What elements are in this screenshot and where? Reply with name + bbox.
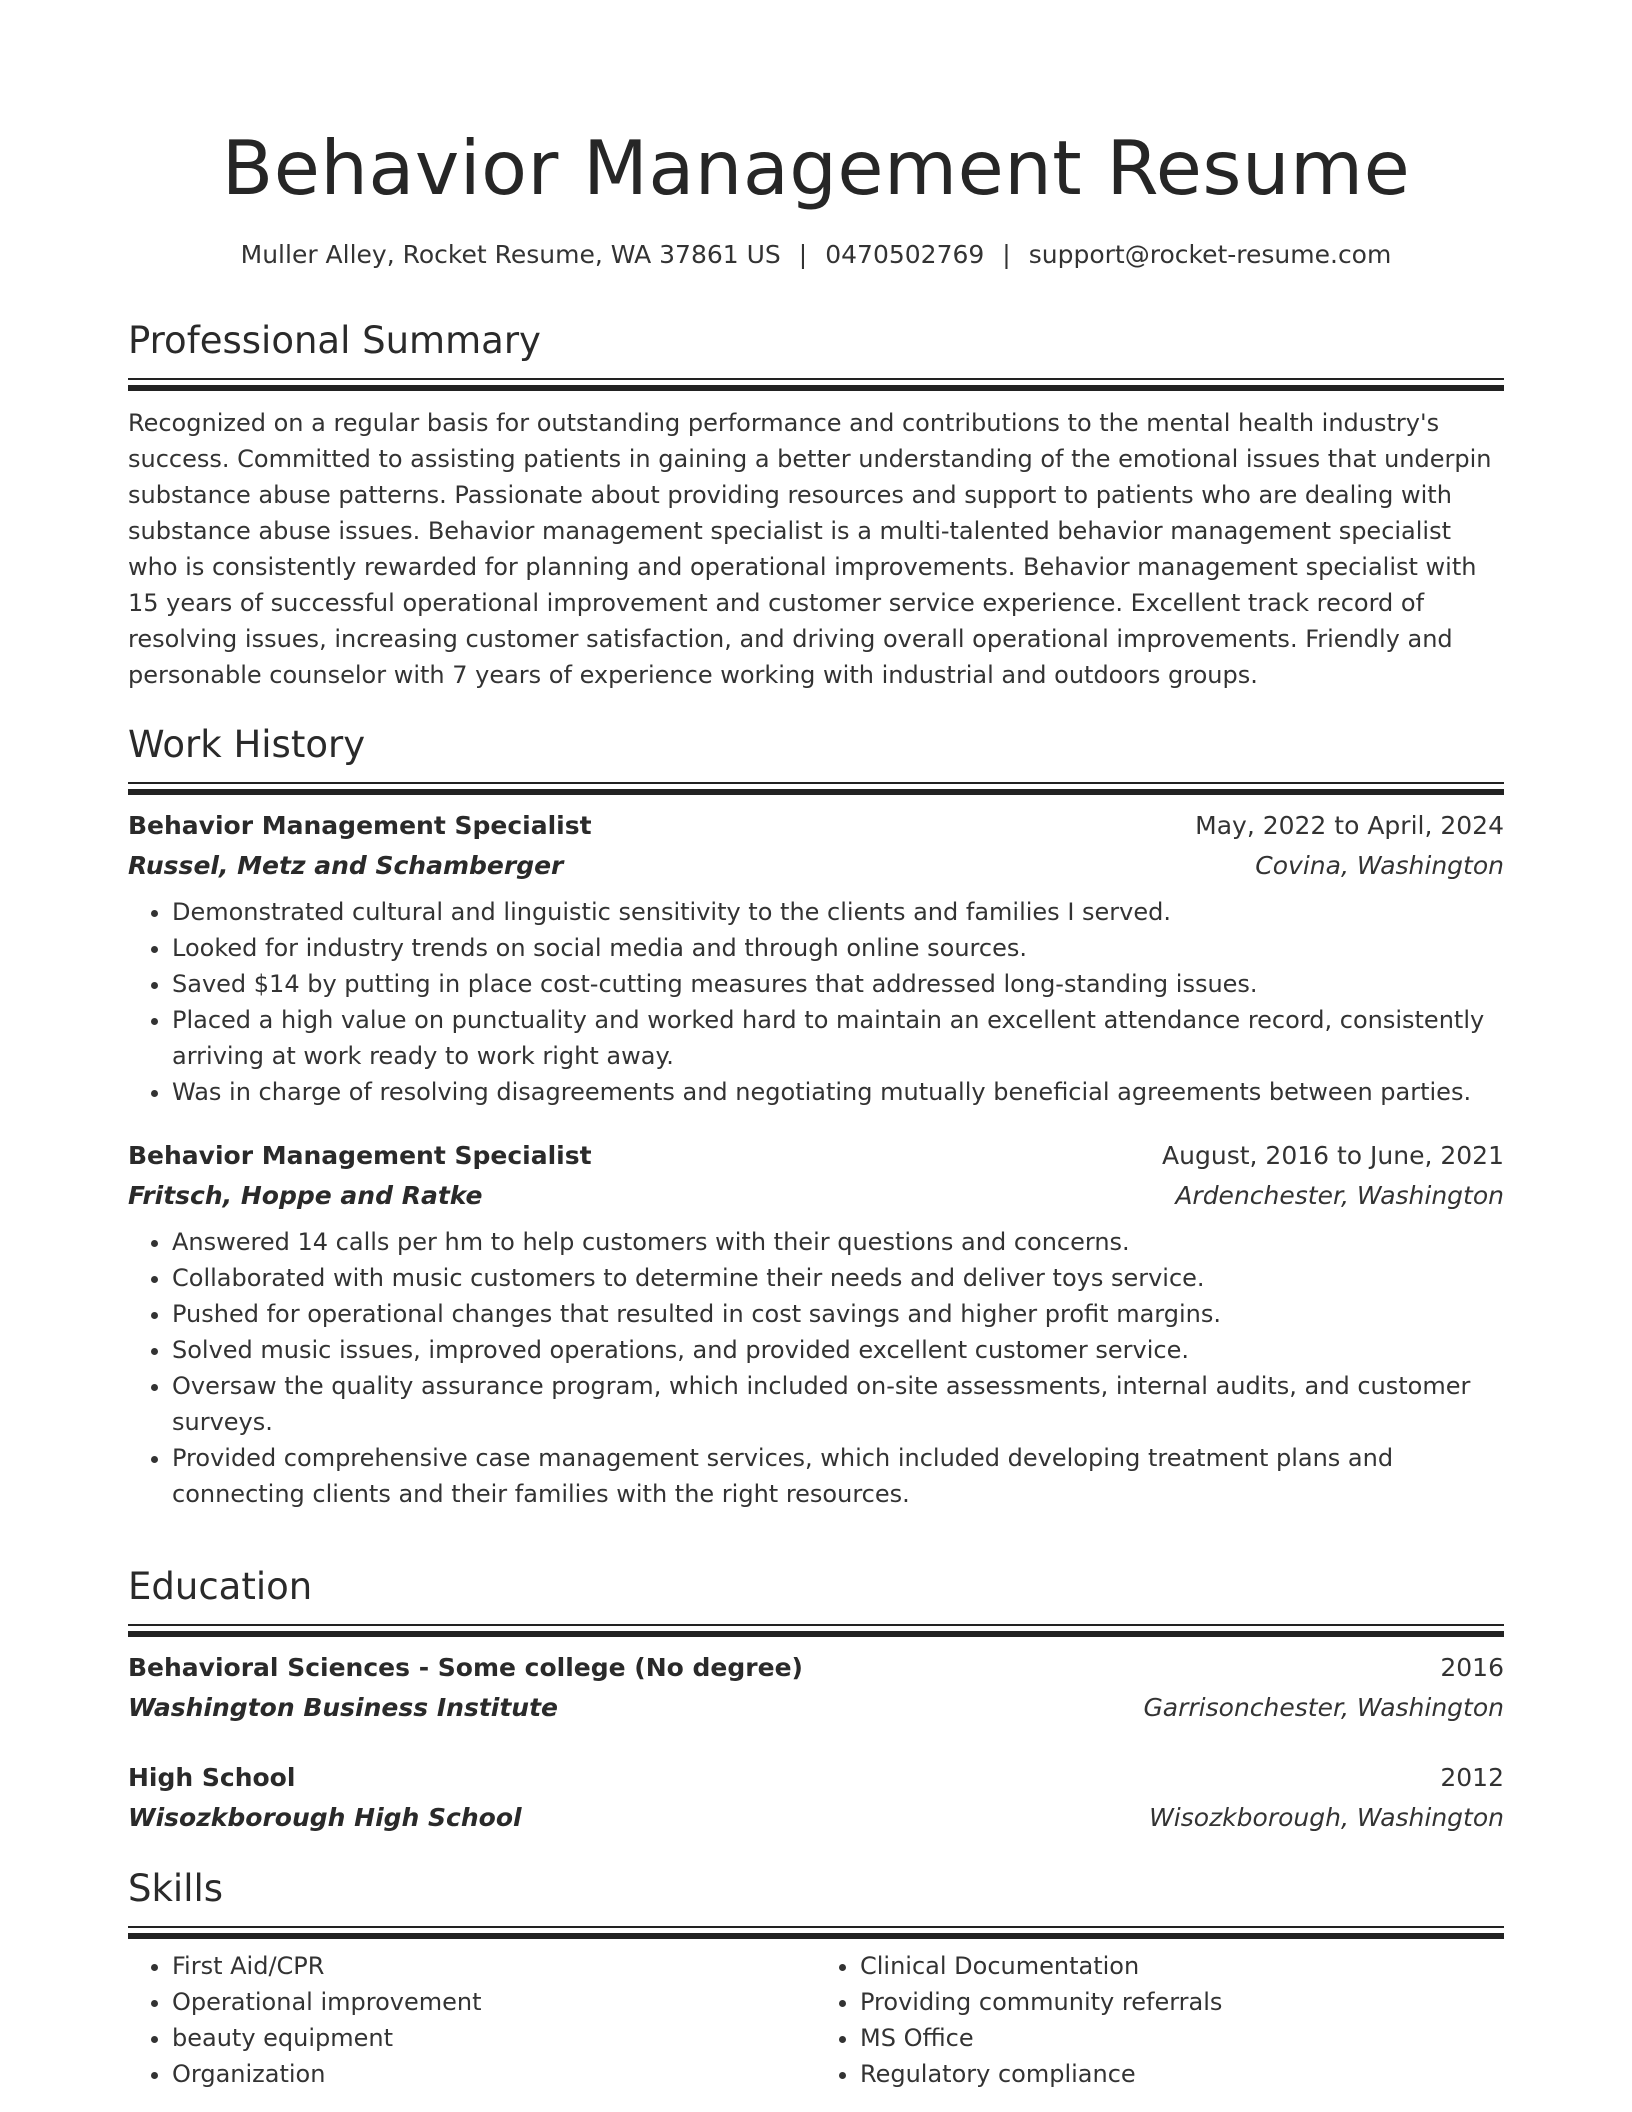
degree-name: High School bbox=[128, 1763, 296, 1792]
job-dates: May, 2022 to April, 2024 bbox=[1195, 811, 1504, 840]
skills-columns bbox=[128, 1948, 1504, 2092]
graduation-year: 2016 bbox=[1440, 1653, 1504, 1682]
list-item: • beauty equipment bbox=[172, 2020, 816, 2056]
graduation-year: 2012 bbox=[1440, 1763, 1504, 1792]
list-item: • Organization bbox=[172, 2056, 816, 2092]
list-item: • MS Office bbox=[860, 2020, 1504, 2056]
section-heading: Skills bbox=[128, 1867, 224, 1910]
job-entry bbox=[128, 806, 1504, 1110]
list-item: • Saved $14 by putting in place cost-cutting measures that addressed long-standing issues. bbox=[172, 966, 1504, 1002]
section-divider bbox=[128, 1624, 1504, 1638]
section-heading: Work History bbox=[128, 723, 366, 766]
skills-list-left bbox=[128, 1948, 816, 2092]
work-history-section bbox=[128, 720, 1504, 1512]
list-item: • Operational improvement bbox=[172, 1984, 816, 2020]
list-item: • Looked for industry trends on social media and through online sources. bbox=[172, 930, 1504, 966]
job-bullets bbox=[128, 894, 1504, 1110]
school-name: Wisozkborough High School bbox=[128, 1803, 522, 1832]
education-entry bbox=[128, 1758, 1504, 1838]
list-item: • Pushed for operational changes that resulted in cost savings and higher profit margins. bbox=[172, 1296, 1504, 1332]
degree-name: Behavioral Sciences - Some college (No degree) bbox=[128, 1653, 803, 1682]
job-location: Covina, Washington bbox=[1255, 851, 1504, 880]
summary-section bbox=[128, 316, 1504, 693]
school-name: Washington Business Institute bbox=[128, 1693, 558, 1722]
list-item: • First Aid/CPR bbox=[172, 1948, 816, 1984]
education-section bbox=[128, 1562, 1504, 1838]
company-name: Russel, Metz and Schamberger bbox=[128, 851, 564, 880]
list-item: • Clinical Documentation bbox=[860, 1948, 1504, 1984]
job-title: Behavior Management Specialist bbox=[128, 1141, 592, 1170]
job-location: Ardenchester, Washington bbox=[1175, 1181, 1504, 1210]
job-dates: August, 2016 to June, 2021 bbox=[1162, 1141, 1504, 1170]
phone-text: 0470502769 bbox=[825, 240, 985, 269]
list-item: • Solved music issues, improved operations, and provided excellent customer service. bbox=[172, 1332, 1504, 1368]
resume-title: Behavior Management Resume bbox=[221, 124, 1411, 212]
school-location: Wisozkborough, Washington bbox=[1149, 1803, 1504, 1832]
summary-text: Recognized on a regular basis for outstanding performance and contributions to the mental health industry's success. Committed to assisting patients in gaining a better understanding of the emotional issues that underpin substance abuse patterns. Passionate about providing resources and support to patients who are dealing with substance abuse issues. Behavior management specialist is a multi-talented behavior management specialist who is consistently rewarded for planning and operational improvements. Behavior management specialist with 15 years of successful operational improvement and customer service experience. Excellent track record of resolving issues, increasing customer satisfaction, and driving overall operational improvements. Friendly and personable counselor with 7 years of experience working with industrial and outdoors groups. bbox=[128, 409, 1492, 689]
skills-section bbox=[128, 1864, 1504, 2092]
skills-list-right bbox=[816, 1948, 1504, 2092]
list-item: • Placed a high value on punctuality and worked hard to maintain an excellent attendance record, consistently arriving at work ready to work right away. bbox=[172, 1002, 1504, 1074]
address-text: Muller Alley, Rocket Resume, WA 37861 US bbox=[240, 240, 781, 269]
section-heading: Education bbox=[128, 1565, 313, 1608]
job-bullets bbox=[128, 1224, 1504, 1512]
job-title: Behavior Management Specialist bbox=[128, 811, 592, 840]
email-text: support@rocket-resume.com bbox=[1028, 240, 1392, 269]
contact-separator: | bbox=[798, 240, 808, 269]
section-divider bbox=[128, 782, 1504, 796]
contact-separator: | bbox=[1002, 240, 1011, 269]
list-item: • Provided comprehensive case management services, which included developing treatment plans and connecting clients and their families with the right resources. bbox=[172, 1440, 1504, 1512]
list-item: • Providing community referrals bbox=[860, 1984, 1504, 2020]
list-item: • Was in charge of resolving disagreements and negotiating mutually beneficial agreements between parties. bbox=[172, 1074, 1504, 1110]
education-entry bbox=[128, 1648, 1504, 1728]
job-entry bbox=[128, 1136, 1504, 1512]
list-item: • Regulatory compliance bbox=[860, 2056, 1504, 2092]
company-name: Fritsch, Hoppe and Ratke bbox=[128, 1181, 483, 1210]
section-divider bbox=[128, 378, 1504, 392]
section-divider bbox=[128, 1926, 1504, 1940]
list-item: • Answered 14 calls per hm to help customers with their questions and concerns. bbox=[172, 1224, 1504, 1260]
list-item: • Demonstrated cultural and linguistic sensitivity to the clients and families I served. bbox=[172, 894, 1504, 930]
school-location: Garrisonchester, Washington bbox=[1143, 1693, 1504, 1722]
list-item: • Collaborated with music customers to determine their needs and deliver toys service. bbox=[172, 1260, 1504, 1296]
contact-line bbox=[128, 237, 1504, 273]
list-item: • Oversaw the quality assurance program, which included on-site assessments, internal audits, and customer surveys. bbox=[172, 1368, 1504, 1440]
section-heading: Professional Summary bbox=[128, 319, 541, 362]
